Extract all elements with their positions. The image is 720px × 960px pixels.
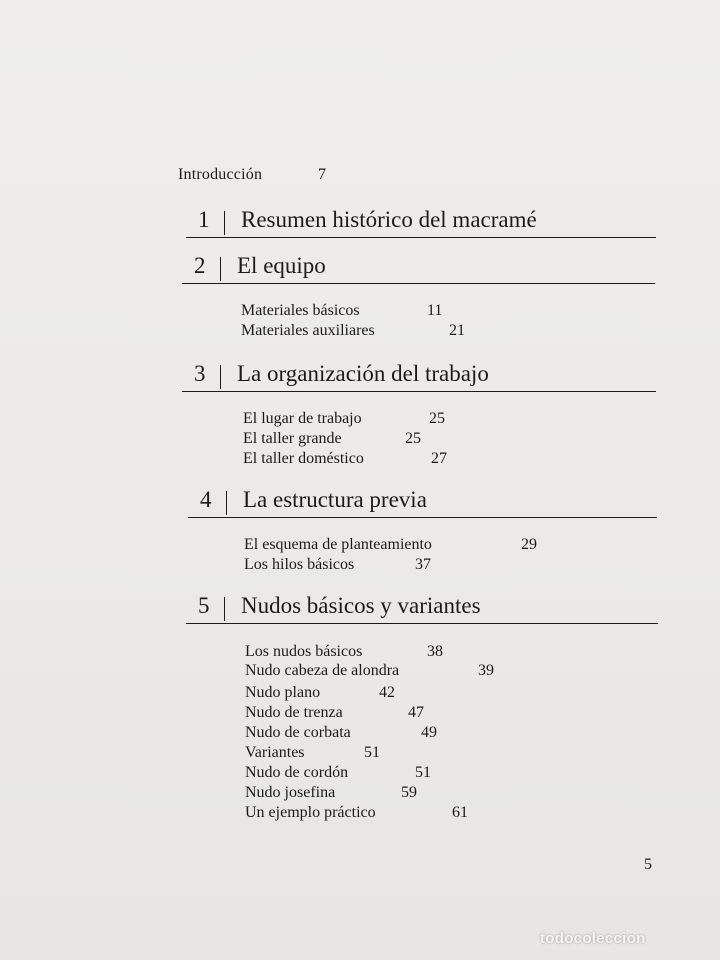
toc-entry [245,662,494,682]
watermark-logo: todocoleccion [540,930,646,947]
chapter-title: La organización del trabajo [237,361,489,386]
toc-entry-title: Materiales auxiliares [241,322,375,339]
chapter-number: 2 [194,253,206,278]
toc-entry [245,764,431,784]
toc-intro-page: 7 [318,166,327,183]
toc-intro [178,166,327,184]
chapter-title: Resumen histórico del macramé [241,207,537,232]
chapter-title: La estructura previa [243,487,427,512]
toc-entry [245,784,417,804]
toc-entry-title: El lugar de trabajo [243,410,362,427]
toc-entry-page: 39 [478,662,494,679]
chapter-2-heading [182,253,655,287]
chapter-separator [220,257,221,281]
chapter-rule [186,237,656,238]
toc-entry-page: 38 [427,643,443,660]
chapter-number: 5 [198,593,210,618]
toc-entry-page: 51 [415,764,431,781]
toc-entry-title: Nudo de trenza [245,704,343,721]
toc-entry [245,744,380,764]
toc-entry-page: 25 [429,410,445,427]
toc-entry-page: 51 [364,744,380,761]
toc-entry-title: Los nudos básicos [245,643,363,660]
chapter-3-heading [182,361,656,395]
toc-entry-title: Los hilos básicos [244,556,355,573]
chapter-separator [224,211,225,235]
chapter-number: 1 [198,207,210,232]
chapter-rule [182,283,655,284]
chapter-number: 3 [194,361,206,386]
chapter-rule [182,391,656,392]
toc-entry [245,684,395,704]
chapter-separator [224,597,225,621]
toc-entry-page: 47 [408,704,424,721]
chapter-separator [220,365,221,389]
toc-entry [245,804,468,824]
chapter-number: 4 [200,487,212,512]
chapter-1-heading [186,207,656,241]
chapter-rule [186,623,658,624]
toc-entry-page: 59 [401,784,417,801]
toc-entry-title: Nudo de corbata [245,724,351,741]
toc-entry-page: 61 [452,804,468,821]
toc-entry [244,536,537,556]
toc-entry [243,430,421,450]
toc-intro-title: Introducción [178,166,263,183]
toc-entry [245,724,437,744]
toc-entry-page: 29 [521,536,537,553]
toc-entry-page: 11 [427,302,443,319]
toc-entry-page: 42 [379,684,395,701]
toc-entry-page: 25 [405,430,421,447]
toc-entry [245,704,424,724]
toc-entry [245,643,443,663]
page-number: 5 [644,856,652,873]
chapter-separator [226,491,227,515]
toc-entry-title: Nudo de cordón [245,764,349,781]
toc-entry-title: Materiales básicos [241,302,360,319]
toc-entry [241,302,443,322]
toc-entry-title: Variantes [245,744,305,761]
chapter-4-heading [188,487,657,521]
toc-entry-title: El taller grande [243,430,342,447]
toc-entry-title: El taller doméstico [243,450,364,467]
toc-entry-page: 21 [449,322,465,339]
toc-entry-title: Nudo cabeza de alondra [245,662,400,679]
toc-entry-title: Un ejemplo práctico [245,804,376,821]
toc-entry-page: 49 [421,724,437,741]
toc-entry-title: El esquema de planteamiento [244,536,432,553]
chapter-rule [188,517,657,518]
toc-entry-page: 27 [431,450,447,467]
chapter-title: El equipo [237,253,326,278]
toc-entry-title: Nudo josefina [245,784,336,801]
toc-entry [243,410,445,430]
chapter-title: Nudos básicos y variantes [241,593,481,618]
toc-entry-title: Nudo plano [245,684,321,701]
toc-entry [243,450,447,470]
toc-entry-page: 37 [415,556,431,573]
toc-entry [244,556,431,576]
chapter-5-heading [186,593,658,627]
toc-entry [241,322,465,342]
